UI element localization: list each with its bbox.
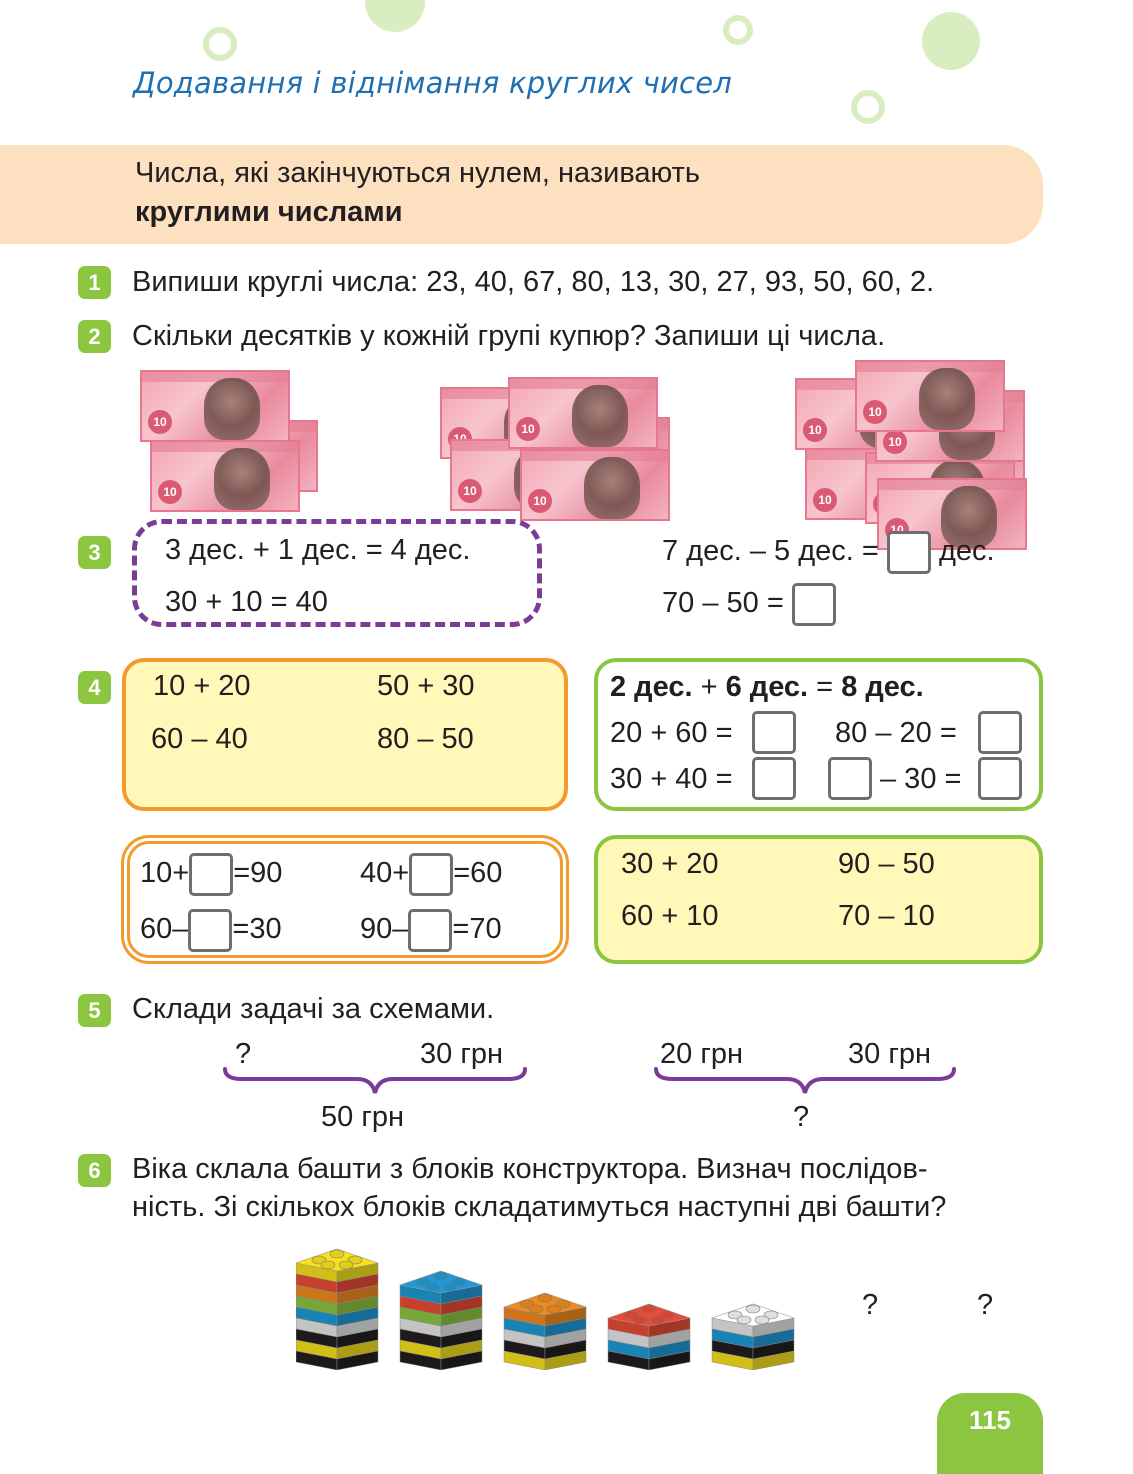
block-towers <box>296 1230 816 1370</box>
expression: 60 – 40 <box>151 723 248 755</box>
scheme-1-total: 50 грн <box>321 1101 405 1133</box>
decor-ring <box>203 27 237 61</box>
rule-term: круглими числами <box>135 196 403 228</box>
equation-units: 70 – 50 = <box>662 582 836 626</box>
example-line-2: 30 + 10 = 40 <box>165 586 328 618</box>
banknote: 10 <box>520 449 670 521</box>
expression: 60 + 10 <box>621 900 719 932</box>
block-tower <box>504 1293 586 1370</box>
brace-2 <box>653 1066 957 1096</box>
scheme-1-part-a: ? <box>235 1038 252 1070</box>
missing-equation: 90– =70 <box>360 908 502 952</box>
answer-box[interactable] <box>978 711 1022 754</box>
expression: 10 + 20 <box>153 670 251 702</box>
tens-example: 2 дес. + 6 дес. = 8 дес. <box>610 671 924 703</box>
answer-box[interactable] <box>408 909 452 952</box>
task-5-text: Склади задачі за схемами. <box>132 993 495 1025</box>
scheme-1-part-b: 30 грн <box>420 1038 504 1070</box>
answer-box[interactable] <box>189 853 233 896</box>
answer-box[interactable] <box>752 757 796 800</box>
brace-1 <box>222 1066 528 1096</box>
banknote: 10 <box>450 439 600 511</box>
equation: 80 – 20 = <box>835 717 957 749</box>
answer-box[interactable] <box>188 909 232 952</box>
answer-box[interactable] <box>792 583 836 626</box>
expression: 90 – 50 <box>838 848 935 880</box>
missing-equation: 60– =30 <box>140 908 282 952</box>
answer-box[interactable] <box>828 757 872 800</box>
banknote: 10 <box>140 370 290 442</box>
page-number: 115 <box>969 1405 1011 1435</box>
task-6-text-2: ність. Зі скількох блоків складатимуться наступні дві башти? <box>132 1191 947 1223</box>
banknote: 10 <box>805 448 955 520</box>
expression: 80 – 50 <box>377 723 474 755</box>
task-number-2: 2 <box>78 320 111 353</box>
task-1-text: Випиши круглі числа: 23, 40, 67, 80, 13, 30, 27, 93, 50, 60, 2. <box>132 266 935 298</box>
banknote: 10 <box>508 377 658 449</box>
answer-box[interactable] <box>409 853 453 896</box>
missing-equation: 10+ =90 <box>140 852 282 896</box>
answer-box[interactable] <box>887 531 931 574</box>
answer-box[interactable] <box>978 757 1022 800</box>
equation: 20 + 60 = <box>610 717 733 749</box>
task-2-text: Скільки десятків у кожній групі купюр? Запиши ці числа. <box>132 320 886 352</box>
scheme-2-part-b: 30 грн <box>848 1038 932 1070</box>
page-title: Додавання і віднімання круглих чисел <box>133 66 732 100</box>
decor-ring <box>723 15 753 45</box>
scheme-2-total: ? <box>793 1101 810 1133</box>
decor-ring <box>851 90 885 124</box>
block-tower <box>712 1304 794 1370</box>
task-number-1: 1 <box>78 266 111 299</box>
task-number-3: 3 <box>78 536 111 569</box>
block-tower <box>400 1271 482 1370</box>
expression: 70 – 10 <box>838 900 935 932</box>
unknown-tower-2: ? <box>977 1289 994 1321</box>
task-6-text-1: Віка склала башти з блоків конструктора. Визнач послідов- <box>132 1153 928 1185</box>
block-tower <box>296 1249 378 1370</box>
unknown-tower-1: ? <box>862 1289 879 1321</box>
banknote: 10 <box>875 390 1025 462</box>
equation-tens: 7 дес. – 5 дес. = дес. <box>662 530 995 574</box>
banknote: 10 <box>150 440 300 512</box>
banknote: 10 <box>855 360 1005 432</box>
task-number-4: 4 <box>78 671 111 704</box>
expression: 50 + 30 <box>377 670 475 702</box>
scheme-2-part-a: 20 грн <box>660 1038 744 1070</box>
decor-circle <box>365 0 425 32</box>
answer-box[interactable] <box>752 711 796 754</box>
task-number-6: 6 <box>78 1154 111 1187</box>
rule-text: Числа, які закінчуються нулем, називають <box>135 157 701 189</box>
example-line-1: 3 дес. + 1 дес. = 4 дес. <box>165 534 471 566</box>
missing-equation: 40+ =60 <box>360 852 502 896</box>
block-tower <box>608 1304 690 1370</box>
task-number-5: 5 <box>78 994 111 1027</box>
expression: 30 + 20 <box>621 848 719 880</box>
banknote: 10 <box>795 378 945 450</box>
equation: – 30 = <box>880 763 962 795</box>
decor-circle <box>922 12 980 70</box>
equation: 30 + 40 = <box>610 763 733 795</box>
